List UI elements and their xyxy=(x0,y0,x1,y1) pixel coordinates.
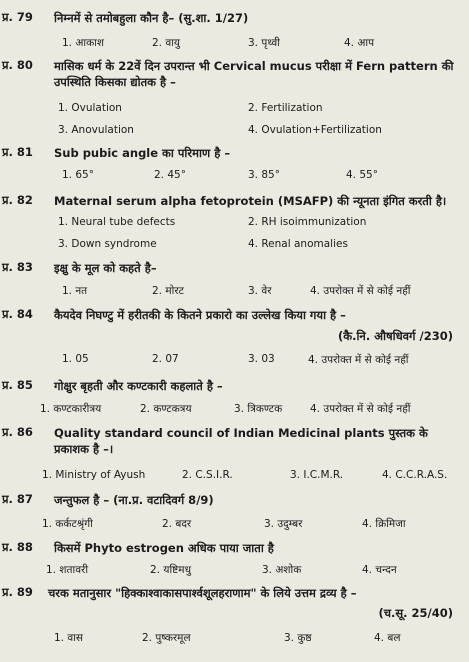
option-3: 3. I.C.M.R. xyxy=(290,469,344,481)
option-3: 3. Anovulation xyxy=(58,124,134,136)
question-text: Quality standard council of Indian Medicinal plants पुस्तक के प्रकाशक है –। xyxy=(54,426,428,456)
question-text: निम्नमें से तमोबहुला कौन है– (सु.शा. 1/27) xyxy=(54,11,249,25)
question-text: Sub pubic angle का परिमाण है – xyxy=(54,146,231,160)
option-1: 1. नत xyxy=(62,285,88,297)
option-2: 2. मोरट xyxy=(152,285,184,297)
question-text: इक्षु के मूल को कहते है– xyxy=(54,261,157,275)
option-3: 3. Down syndrome xyxy=(58,238,157,250)
option-2: 2. बदर xyxy=(162,518,192,530)
option-1: 1. 05 xyxy=(62,353,89,365)
question-number: प्र. 88 xyxy=(2,540,33,554)
question-reference: (च.सू. 25/40) xyxy=(378,606,453,620)
question-text: Maternal serum alpha fetoprotein (MSAFP) की न्यूनता इंगित करती है। xyxy=(54,194,447,208)
option-3: 3. उदुम्बर xyxy=(264,518,303,530)
option-2: 2. 07 xyxy=(152,353,179,365)
question-number: प्र. 87 xyxy=(2,492,33,506)
option-2: 2. C.S.I.R. xyxy=(182,469,233,481)
question-number: प्र. 85 xyxy=(2,378,33,392)
question-text: कैयदेव निघण्टु में हरीतकी के कितने प्रकारो का उल्लेख किया गया है – xyxy=(54,308,346,322)
option-1: 1. Ovulation xyxy=(58,102,122,114)
option-3: 3. त्रिकण्टक xyxy=(234,403,283,415)
option-2: 2. कण्टकत्रय xyxy=(140,403,192,415)
option-1: 1. Neural tube defects xyxy=(58,216,176,228)
option-1: 1. कण्टकारीत्रय xyxy=(40,403,102,415)
option-2: 2. वायु xyxy=(152,37,181,49)
question-number: प्र. 82 xyxy=(2,193,33,207)
option-3: 3. 85° xyxy=(248,169,280,181)
option-4: 4. C.C.R.A.S. xyxy=(382,469,448,481)
question-text: किसमें Phyto estrogen अधिक पाया जाता है xyxy=(54,541,274,555)
option-4: 4. बल xyxy=(374,632,401,644)
option-3: 3. वेर xyxy=(248,285,272,297)
question-number: प्र. 86 xyxy=(2,425,33,439)
question-number: प्र. 84 xyxy=(2,307,33,321)
option-1: 1. वास xyxy=(54,632,84,644)
question-number: प्र. 80 xyxy=(2,58,33,72)
option-2: 2. 45° xyxy=(154,169,186,181)
option-2: 2. पुष्करमूल xyxy=(142,632,191,644)
option-3: 3. कुष्ठ xyxy=(284,632,312,644)
option-3: 3. 03 xyxy=(248,353,275,365)
option-2: 2. Fertilization xyxy=(248,102,323,114)
option-4: 4. Renal anomalies xyxy=(248,238,348,250)
question-number: प्र. 81 xyxy=(2,145,33,159)
question-number: प्र. 89 xyxy=(2,585,33,599)
option-4: 4. चन्दन xyxy=(362,564,397,576)
question-text: जन्तुफल है – (ना.प्र. वटादिवर्ग 8/9) xyxy=(54,493,214,507)
option-2: 2. यष्टिमधु xyxy=(150,564,192,576)
option-1: 1. शतावरी xyxy=(46,564,89,576)
question-text: चरक मतानुसार "हिक्काश्वाकासपार्श्वशूलहराणाम" के लिये उत्तम द्रव्य है – xyxy=(48,586,357,600)
question-number: प्र. 83 xyxy=(2,260,33,274)
option-4: 4. उपरोक्त में से कोई नहीं xyxy=(310,285,411,297)
option-3: 3. अशोक xyxy=(262,564,302,576)
option-1: 1. कर्कटश्रृंगी xyxy=(42,518,93,530)
option-3: 3. पृथ्वी xyxy=(248,37,280,49)
option-4: 4. उपरोक्त में से कोई नहीं xyxy=(308,354,409,366)
option-4: 4. 55° xyxy=(346,169,378,181)
question-text: मासिक धर्म के 22वें दिन उपरान्त भी Cervical mucus परीक्षा में Fern pattern की उपस्थिति किसका द्योतक है – xyxy=(54,59,454,89)
question-text: गोक्षुर बृहती और कण्टकारी कहलाते है – xyxy=(54,379,223,393)
option-1: 1. 65° xyxy=(62,169,94,181)
option-1: 1. Ministry of Ayush xyxy=(42,469,146,481)
option-4: 4. आप xyxy=(344,37,375,49)
option-4: 4. Ovulation+Fertilization xyxy=(248,124,382,136)
question-number: प्र. 79 xyxy=(2,10,33,24)
option-4: 4. क्रिमिजा xyxy=(362,518,406,530)
question-reference: (कै.नि. औषधिवर्ग /230) xyxy=(338,329,453,343)
option-2: 2. RH isoimmunization xyxy=(248,216,367,228)
option-1: 1. आकाश xyxy=(62,37,105,49)
option-4: 4. उपरोक्त में से कोई नहीं xyxy=(310,403,411,415)
